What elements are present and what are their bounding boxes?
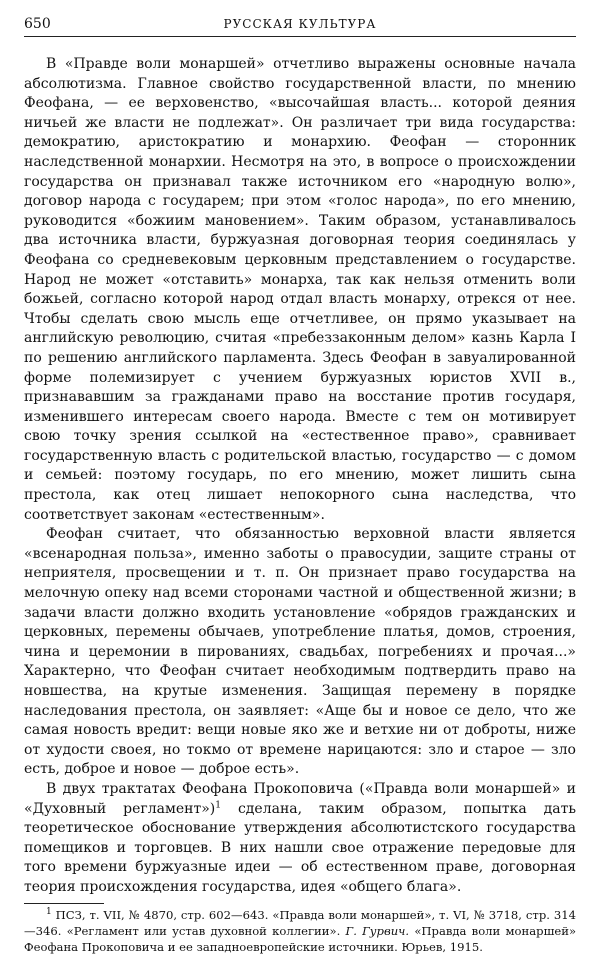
paragraph-3-part-2: сделана, таким образом, попытка дать теоретическое обоснование утверждения абсолютистского государства помещиков и торговцев. В них нашли свое отражение передовые для того времени буржуазные идеи — об естественном праве, договорная теория происхождения государства, идея «общего блага». [24,800,576,895]
footnote [24,907,576,955]
paragraph-2: Феофан считает, что обязанностью верховной власти является «всенародная польза», именно заботы о правосудии, защите страны от неприятеля, просвещении и т. п. Он признает право государства на мелочную опеку над всеми сторонами частной и общественной жизни; в задачи власти должно входить установление «обрядов гражданских и церковных, перемены обычаев, употребление платья, домов, строения, чина и церемонии в пированиях, свадьбах, погребениях и прочая...» Характерно, что Феофан считает необходимым подтвердить право на новшества, на крутые изменения. Защищая перемену в порядке наследования престола, он заявляет: «Аще бы и новое се дело, что же самая новость вредит: вещи новые яко же и ветхие ни от доброты, ниже от худости своея, но токмо от времене нарицаются: зло и старое — зло есть, доброе и новое — доброе есть». [24,526,576,778]
paragraph-3-part-1: В двух трактатах Феофана Прокоповича («Правда воли монаршей» и «Духовный регламент») [24,780,576,817]
page-number: 650 [24,16,51,32]
paragraph-1: В «Правде воли монаршей» отчетливо выражены основные начала абсолютизма. Главное свойство государственной власти, по мнению Феофана, — ее верховенство, «высочайшая власть... которой деяния ничьей же власти не подлежат». Он различает три вида государства: демократию, аристократию и монархию. Феофан — сторонник наследственной монархии. Несмотря на это, в вопросе о происхождении государства он признавал также источником его «народную волю», договор народа с государем; при этом «голос народа», по его мнению, руководится «божиим мановением». Таким образом, устанавливалось два источника власти, буржуазная договорная теория соединялась у Феофана со средневековым церковным представлением о государстве. Народ не может «отставить» монарха, так как нельзя отменить воли божьей, согласно которой народ отдал власть монарху, отрекся от нее. Чтобы сделать свою мысль еще отчетливее, он прямо указывает на английскую революцию, считая «пребеззаконным делом» казнь Карла I по решению английского парламента. Здесь Феофан в завуалированной форме полемизирует с учением буржуазных юристов XVII в., признававшим за гражданами право на восстание против государя, изменившего интересам своего народа. Вместе с тем он мотивирует свою точку зрения ссылкой на «естественное право», сравнивает государственную власть с родительской властью, государство — с домом и семьей: поэтому государь, по его мнению, может лишить сына престола, как отец лишает непокорного сына наследства, что соответствует законам «естественным». [24,56,576,523]
footnote-text-part-2: «Правда воли монаршей» Феофана Прокоповича и ее западноевропейские источники. Юрьев, 1915. [24,923,577,954]
paragraph-3 [24,780,576,898]
body-text [24,55,576,898]
running-title: РУССКАЯ КУЛЬТУРА [223,17,377,31]
footnote-separator [24,903,104,904]
footnote-marker: 1 [46,906,52,917]
document-page [24,14,576,955]
footnote-text-part-1: ПСЗ, т. VII, № 4870, стр. 602—643. «Правда воли монаршей», т. VI, № 3718, стр. 314—346. «Регламент или устав духовной коллегии». [24,907,576,938]
running-header [24,14,576,37]
footnote-author: Г. Гурвич. [345,923,410,938]
footnote-reference: 1 [215,799,221,810]
